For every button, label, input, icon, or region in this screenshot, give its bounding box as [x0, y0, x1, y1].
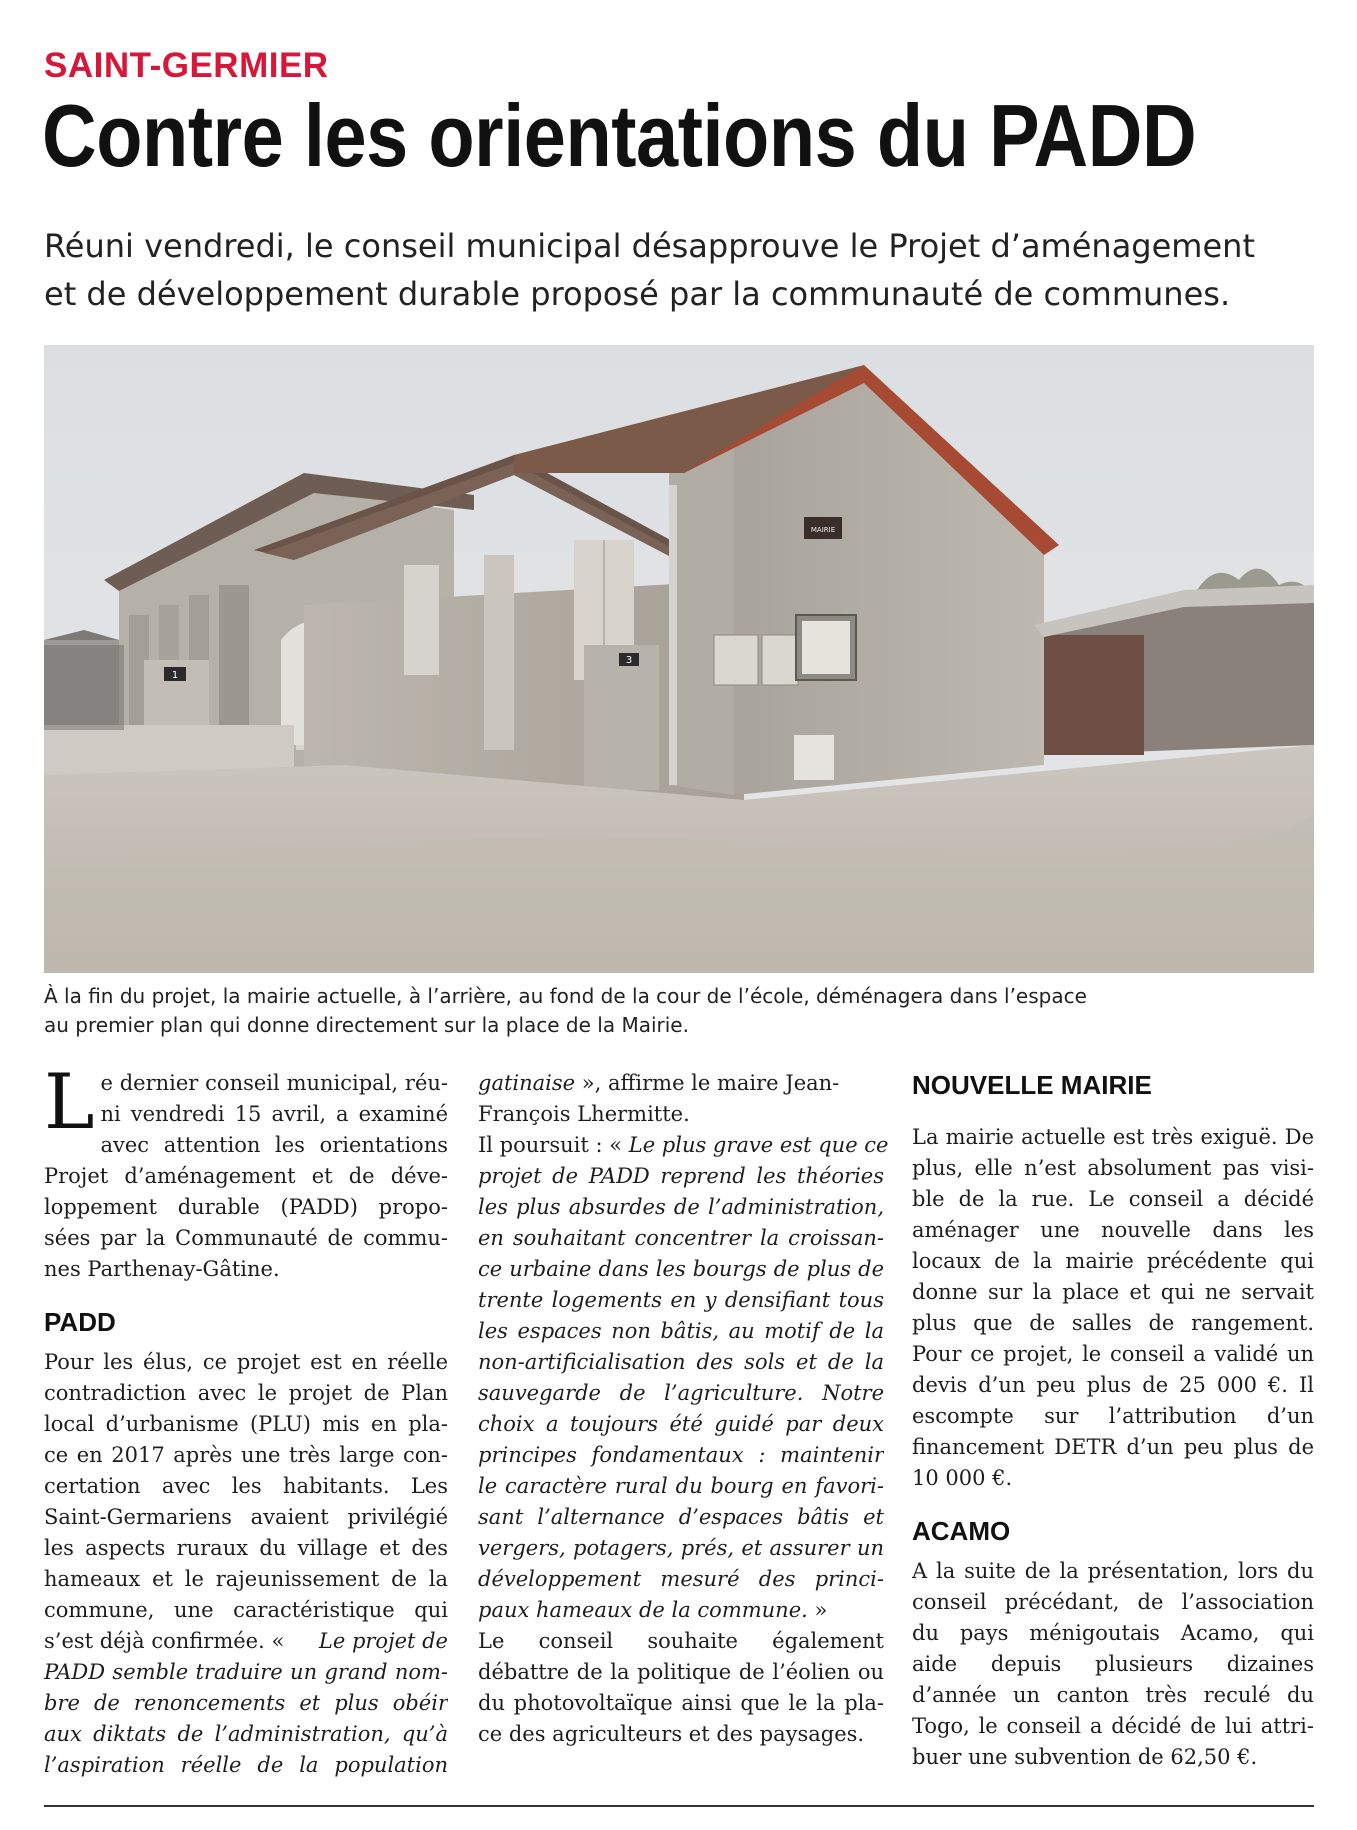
subhead-padd: PADD	[44, 1307, 116, 1337]
drop-cap: L	[44, 1057, 95, 1146]
text-segment: », affirme le maire Jean-	[575, 1071, 840, 1095]
text-line: A la suite de la présentation, lors du	[912, 1559, 1314, 1583]
subhead-acamo: ACAMO	[912, 1516, 1011, 1546]
text-line-italic: en souhaitant concentrer la croissan-	[478, 1226, 884, 1250]
text-line: e dernier conseil municipal, réu-	[100, 1071, 448, 1095]
text-line	[478, 1068, 884, 1099]
text-line-italic: développement mesuré des princi-	[478, 1567, 884, 1591]
article-column-2	[478, 1068, 889, 1750]
text-line	[44, 1626, 448, 1657]
text-line-italic: les plus absurdes de l’administration,	[478, 1195, 884, 1219]
text-line: débattre de la politique de l’éolien ou	[478, 1660, 884, 1684]
text-line: d’année un canton très reculé du	[912, 1683, 1314, 1707]
text-line: les aspects ruraux du village et des	[44, 1536, 448, 1560]
text-line-italic: choix a toujours été guidé par deux	[478, 1412, 884, 1436]
text-line: plus que de salles de rangement.	[912, 1311, 1314, 1335]
text-line-italic: vergers, potagers, prés, et assurer un	[478, 1536, 884, 1560]
text-line-italic: le caractère rural du bourg en favori-	[478, 1474, 884, 1498]
text-line: sées par la Communauté de commu-	[44, 1226, 448, 1250]
text-line: du pays ménigoutais Acamo, qui	[912, 1621, 1314, 1645]
article-headline: Contre les orientations du PADD	[42, 86, 1197, 185]
text-line-italic: bre de renoncements et plus obéir	[44, 1691, 448, 1715]
text-line: 10 000 €.	[912, 1466, 1013, 1490]
text-line-italic: ce urbaine dans les bourgs de plus de	[478, 1257, 884, 1281]
text-line-italic: l’aspiration réelle de la population	[44, 1753, 448, 1777]
text-line: certation avec les habitants. Les	[44, 1474, 448, 1498]
text-line: buer une subvention de 62,50 €.	[912, 1745, 1258, 1769]
standfirst-line: et de développement durable proposé par la communauté de communes.	[44, 275, 1231, 313]
text-line-italic: aux diktats de l’administration, qu’à	[44, 1722, 448, 1746]
text-line: devis d’un peu plus de 25 000 €. Il	[912, 1373, 1314, 1397]
text-line-italic: PADD semble traduire un grand nom-	[44, 1660, 448, 1684]
text-line: Pour les élus, ce projet est en réelle	[44, 1350, 448, 1374]
text-segment: s’est déjà confirmée. «	[44, 1629, 291, 1653]
text-line: aménager une nouvelle dans les	[912, 1218, 1314, 1242]
text-line: Saint-Germariens avaient privilégié	[44, 1505, 448, 1529]
text-line: ce en 2017 après une très large con-	[44, 1443, 448, 1467]
text-line: ni vendredi 15 avril, a examiné	[100, 1102, 448, 1126]
text-line-italic: les espaces non bâtis, au motif de la	[478, 1319, 884, 1343]
standfirst-line: Réuni vendredi, le conseil municipal désapprouve le Projet d’aménagement	[44, 227, 1255, 265]
text-line-italic: trente logements en y densifiant tous	[478, 1288, 884, 1312]
text-line: commune, une caractéristique qui	[44, 1598, 448, 1622]
text-line	[478, 1595, 884, 1626]
text-line: du photovoltaïque ainsi que le la pla-	[478, 1691, 884, 1715]
text-line: conseil précédant, de l’association	[912, 1590, 1314, 1614]
text-line: nes Parthenay-Gâtine.	[44, 1257, 280, 1281]
article-photo	[44, 345, 1314, 973]
text-line-italic: sauvegarde de l’agriculture. Notre	[478, 1381, 884, 1405]
text-line: financement DETR d’un peu plus de	[912, 1435, 1314, 1459]
text-line: aide depuis plusieurs dizaines	[912, 1652, 1314, 1676]
caption-line: À la fin du projet, la mairie actuelle, à l’arrière, au fond de la cour de l’école, déménagera dans l’espace	[44, 984, 1087, 1008]
text-segment: »	[807, 1598, 828, 1622]
text-line: loppement durable (PADD) propo-	[44, 1195, 448, 1219]
article-kicker: SAINT-GERMIER	[44, 46, 329, 85]
text-line: escompte sur l’attribution d’un	[912, 1404, 1314, 1428]
text-segment: Il poursuit : «	[478, 1133, 629, 1157]
text-segment-italic: Le plus grave est que ce	[628, 1133, 889, 1157]
text-line: Le conseil souhaite également	[478, 1629, 884, 1653]
photo-caption	[44, 982, 1324, 1040]
text-line: ble de la rue. Le conseil a décidé	[912, 1187, 1314, 1211]
article-column-3	[912, 1068, 1314, 1773]
text-line-italic: principes fondamentaux : maintenir	[478, 1443, 884, 1467]
photo-number-right: 3	[625, 655, 633, 666]
text-segment-italic: gatinaise	[478, 1071, 576, 1095]
text-line: Pour ce projet, le conseil a validé un	[912, 1342, 1314, 1366]
bottom-rule	[44, 1805, 1314, 1807]
text-line: locaux de la mairie précédente qui	[912, 1249, 1314, 1273]
text-line: donne sur la place et qui ne servait	[912, 1280, 1314, 1304]
text-line: Projet d’aménagement et de déve-	[44, 1164, 448, 1188]
text-segment-italic: paux hameaux de la commune.	[478, 1598, 808, 1622]
text-line: contradiction avec le projet de Plan	[44, 1381, 448, 1405]
text-line-italic: sant l’alternance d’espaces bâtis et	[478, 1505, 884, 1529]
article-column-1	[44, 1057, 448, 1781]
subhead-nouvelle-mairie: NOUVELLE MAIRIE	[912, 1070, 1152, 1100]
text-line-italic: projet de PADD reprend les théories	[478, 1164, 884, 1188]
photo-number-left: 1	[171, 670, 179, 681]
text-line: ce des agriculteurs et des paysages.	[478, 1722, 865, 1746]
text-line: Togo, le conseil a décidé de lui attri-	[912, 1714, 1314, 1738]
text-segment-italic: Le projet de	[318, 1629, 448, 1653]
text-line: avec attention les orientations	[100, 1133, 448, 1157]
article-standfirst	[44, 222, 1324, 318]
text-line: local d’urbanisme (PLU) mis en pla-	[44, 1412, 448, 1436]
text-line: François Lhermitte.	[478, 1102, 690, 1126]
photo-mairie-sign: MAIRIE	[810, 526, 836, 534]
text-line-italic: non-artificialisation des sols et de la	[478, 1350, 884, 1374]
text-line: hameaux et le rajeunissement de la	[44, 1567, 448, 1591]
text-line: plus, elle n’est absolument pas visi-	[912, 1156, 1314, 1180]
text-line: La mairie actuelle est très exiguë. De	[912, 1125, 1314, 1149]
text-line	[478, 1130, 889, 1161]
caption-line: au premier plan qui donne directement sur la place de la Mairie.	[44, 1013, 689, 1037]
